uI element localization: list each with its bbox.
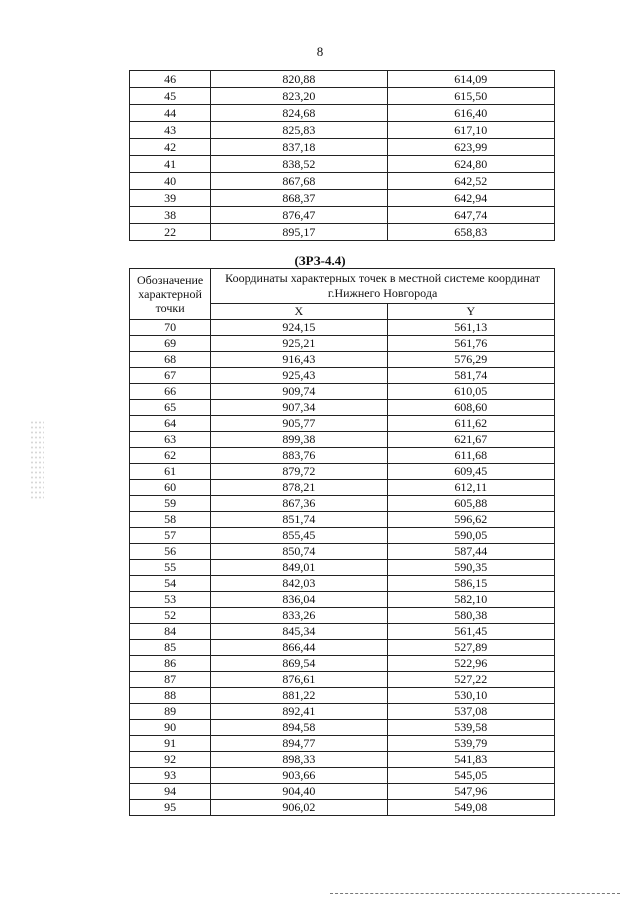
- point-number-cell: 55: [130, 560, 211, 576]
- y-coordinate-cell: 522,96: [387, 656, 554, 672]
- x-coordinate-cell: 849,01: [211, 560, 387, 576]
- x-coordinate-cell: 876,61: [211, 672, 387, 688]
- point-number-cell: 86: [130, 656, 211, 672]
- page-number: 8: [316, 44, 324, 59]
- table-row: [130, 432, 555, 448]
- y-coordinate-cell: 541,83: [387, 752, 554, 768]
- table-row: [130, 139, 555, 156]
- y-coordinate-cell: 590,35: [387, 560, 554, 576]
- point-number-cell: 42: [130, 139, 211, 156]
- point-number-cell: 64: [130, 416, 211, 432]
- table-row: [130, 464, 555, 480]
- point-number-cell: 45: [130, 88, 211, 105]
- x-coordinate-cell: 883,76: [211, 448, 387, 464]
- y-coordinate-cell: 624,80: [387, 156, 554, 173]
- x-coordinate-cell: 833,26: [211, 608, 387, 624]
- table-row: [130, 704, 555, 720]
- y-coordinate-cell: 539,79: [387, 736, 554, 752]
- point-number-cell: 62: [130, 448, 211, 464]
- table-row: [130, 173, 555, 190]
- table-row: [130, 320, 555, 336]
- point-number-cell: 58: [130, 512, 211, 528]
- y-coordinate-cell: 527,22: [387, 672, 554, 688]
- table-row: [130, 768, 555, 784]
- y-coordinate-cell: 545,05: [387, 768, 554, 784]
- scan-artifact: [30, 420, 44, 500]
- table-row: [130, 448, 555, 464]
- y-coordinate-cell: 561,45: [387, 624, 554, 640]
- point-number-cell: 67: [130, 368, 211, 384]
- y-coordinate-cell: 616,40: [387, 105, 554, 122]
- table-row: [130, 336, 555, 352]
- table-row: [130, 720, 555, 736]
- x-coordinate-cell: 916,43: [211, 352, 387, 368]
- table-row: [130, 592, 555, 608]
- y-coordinate-cell: 611,68: [387, 448, 554, 464]
- y-coordinate-cell: 608,60: [387, 400, 554, 416]
- table-row: [130, 800, 555, 816]
- point-number-cell: 89: [130, 704, 211, 720]
- table-row: [130, 190, 555, 207]
- table-row: [130, 784, 555, 800]
- point-number-cell: 95: [130, 800, 211, 816]
- x-coordinate-cell: 845,34: [211, 624, 387, 640]
- y-coordinate-cell: 537,08: [387, 704, 554, 720]
- x-coordinate-cell: 837,18: [211, 139, 387, 156]
- point-number-cell: 52: [130, 608, 211, 624]
- table-row: [130, 624, 555, 640]
- y-coordinate-cell: 530,10: [387, 688, 554, 704]
- table-row: [130, 752, 555, 768]
- x-coordinate-cell: 903,66: [211, 768, 387, 784]
- x-coordinate-cell: 895,17: [211, 224, 387, 241]
- x-column-header: X: [211, 304, 387, 320]
- point-number-cell: 41: [130, 156, 211, 173]
- point-number-cell: 94: [130, 784, 211, 800]
- point-number-cell: 61: [130, 464, 211, 480]
- y-coordinate-cell: 617,10: [387, 122, 554, 139]
- y-coordinate-cell: 611,62: [387, 416, 554, 432]
- table-row: [130, 512, 555, 528]
- point-number-cell: 84: [130, 624, 211, 640]
- x-coordinate-cell: 855,45: [211, 528, 387, 544]
- point-number-cell: 38: [130, 207, 211, 224]
- x-coordinate-cell: 867,36: [211, 496, 387, 512]
- x-coordinate-cell: 836,04: [211, 592, 387, 608]
- x-coordinate-cell: 925,43: [211, 368, 387, 384]
- x-coordinate-cell: 904,40: [211, 784, 387, 800]
- table-row: [130, 368, 555, 384]
- x-coordinate-cell: 838,52: [211, 156, 387, 173]
- coords-label-header: Координаты характерных точек в местной системе координат г.Нижнего Новгорода: [211, 269, 555, 304]
- y-coordinate-cell: 642,52: [387, 173, 554, 190]
- coordinates-table: [129, 268, 555, 816]
- table-row: [130, 736, 555, 752]
- point-number-cell: 54: [130, 576, 211, 592]
- x-coordinate-cell: 925,21: [211, 336, 387, 352]
- x-coordinate-cell: 869,54: [211, 656, 387, 672]
- point-number-cell: 56: [130, 544, 211, 560]
- x-coordinate-cell: 866,44: [211, 640, 387, 656]
- x-coordinate-cell: 894,77: [211, 736, 387, 752]
- table-row: [130, 71, 555, 88]
- point-number-cell: 40: [130, 173, 211, 190]
- table-row: [130, 122, 555, 139]
- x-coordinate-cell: 905,77: [211, 416, 387, 432]
- table-row: [130, 352, 555, 368]
- y-coordinate-cell: 614,09: [387, 71, 554, 88]
- section-title: (ЗРЗ-4.4): [294, 253, 346, 268]
- table-row: [130, 224, 555, 241]
- table-row: [130, 640, 555, 656]
- point-number-cell: 70: [130, 320, 211, 336]
- point-number-cell: 88: [130, 688, 211, 704]
- x-coordinate-cell: 867,68: [211, 173, 387, 190]
- table-row: [130, 672, 555, 688]
- table-row: [130, 528, 555, 544]
- y-coordinate-cell: 527,89: [387, 640, 554, 656]
- point-number-cell: 46: [130, 71, 211, 88]
- table-row: [130, 576, 555, 592]
- point-number-cell: 22: [130, 224, 211, 241]
- x-coordinate-cell: 851,74: [211, 512, 387, 528]
- table-row: [130, 156, 555, 173]
- y-coordinate-cell: 547,96: [387, 784, 554, 800]
- x-coordinate-cell: 898,33: [211, 752, 387, 768]
- x-coordinate-cell: 850,74: [211, 544, 387, 560]
- y-coordinate-cell: 596,62: [387, 512, 554, 528]
- y-coordinate-cell: 576,29: [387, 352, 554, 368]
- y-coordinate-cell: 587,44: [387, 544, 554, 560]
- y-coordinate-cell: 610,05: [387, 384, 554, 400]
- y-coordinate-cell: 658,83: [387, 224, 554, 241]
- x-coordinate-cell: 868,37: [211, 190, 387, 207]
- table-row: [130, 105, 555, 122]
- point-number-cell: 85: [130, 640, 211, 656]
- x-coordinate-cell: 909,74: [211, 384, 387, 400]
- point-number-cell: 53: [130, 592, 211, 608]
- y-coordinate-cell: 615,50: [387, 88, 554, 105]
- point-number-cell: 63: [130, 432, 211, 448]
- x-coordinate-cell: 881,22: [211, 688, 387, 704]
- x-coordinate-cell: 876,47: [211, 207, 387, 224]
- x-coordinate-cell: 823,20: [211, 88, 387, 105]
- footer-line: [330, 893, 620, 894]
- y-coordinate-cell: 623,99: [387, 139, 554, 156]
- coordinates-table-continued: [129, 70, 555, 241]
- y-coordinate-cell: 561,13: [387, 320, 554, 336]
- point-number-cell: 65: [130, 400, 211, 416]
- table-row: [130, 384, 555, 400]
- point-number-cell: 92: [130, 752, 211, 768]
- x-coordinate-cell: 894,58: [211, 720, 387, 736]
- table-row: [130, 207, 555, 224]
- point-number-cell: 57: [130, 528, 211, 544]
- table-row: [130, 496, 555, 512]
- y-column-header: Y: [387, 304, 554, 320]
- table-body: [130, 320, 555, 816]
- y-coordinate-cell: 549,08: [387, 800, 554, 816]
- point-number-cell: 44: [130, 105, 211, 122]
- y-coordinate-cell: 586,15: [387, 576, 554, 592]
- point-number-cell: 39: [130, 190, 211, 207]
- table-row: [130, 480, 555, 496]
- y-coordinate-cell: 621,67: [387, 432, 554, 448]
- y-coordinate-cell: 612,11: [387, 480, 554, 496]
- y-coordinate-cell: 642,94: [387, 190, 554, 207]
- x-coordinate-cell: 892,41: [211, 704, 387, 720]
- point-number-cell: 87: [130, 672, 211, 688]
- table-row: [130, 400, 555, 416]
- y-coordinate-cell: 590,05: [387, 528, 554, 544]
- y-coordinate-cell: 609,45: [387, 464, 554, 480]
- y-coordinate-cell: 647,74: [387, 207, 554, 224]
- point-number-cell: 68: [130, 352, 211, 368]
- table-row: [130, 88, 555, 105]
- table-row: [130, 560, 555, 576]
- x-coordinate-cell: 879,72: [211, 464, 387, 480]
- point-number-cell: 91: [130, 736, 211, 752]
- y-coordinate-cell: 605,88: [387, 496, 554, 512]
- x-coordinate-cell: 899,38: [211, 432, 387, 448]
- table-row: [130, 656, 555, 672]
- x-coordinate-cell: 842,03: [211, 576, 387, 592]
- point-number-cell: 66: [130, 384, 211, 400]
- y-coordinate-cell: 582,10: [387, 592, 554, 608]
- y-coordinate-cell: 580,38: [387, 608, 554, 624]
- y-coordinate-cell: 581,74: [387, 368, 554, 384]
- point-label-header: Обозначение характерной точки: [130, 269, 211, 320]
- x-coordinate-cell: 906,02: [211, 800, 387, 816]
- x-coordinate-cell: 825,83: [211, 122, 387, 139]
- x-coordinate-cell: 878,21: [211, 480, 387, 496]
- point-number-cell: 43: [130, 122, 211, 139]
- x-coordinate-cell: 907,34: [211, 400, 387, 416]
- x-coordinate-cell: 824,68: [211, 105, 387, 122]
- table-row: [130, 416, 555, 432]
- y-coordinate-cell: 539,58: [387, 720, 554, 736]
- table-row: [130, 608, 555, 624]
- point-number-cell: 69: [130, 336, 211, 352]
- table-row: [130, 544, 555, 560]
- point-number-cell: 93: [130, 768, 211, 784]
- y-coordinate-cell: 561,76: [387, 336, 554, 352]
- x-coordinate-cell: 924,15: [211, 320, 387, 336]
- point-number-cell: 60: [130, 480, 211, 496]
- point-number-cell: 59: [130, 496, 211, 512]
- table-body: [130, 71, 555, 241]
- table-header: [130, 269, 555, 320]
- point-number-cell: 90: [130, 720, 211, 736]
- table-row: [130, 688, 555, 704]
- x-coordinate-cell: 820,88: [211, 71, 387, 88]
